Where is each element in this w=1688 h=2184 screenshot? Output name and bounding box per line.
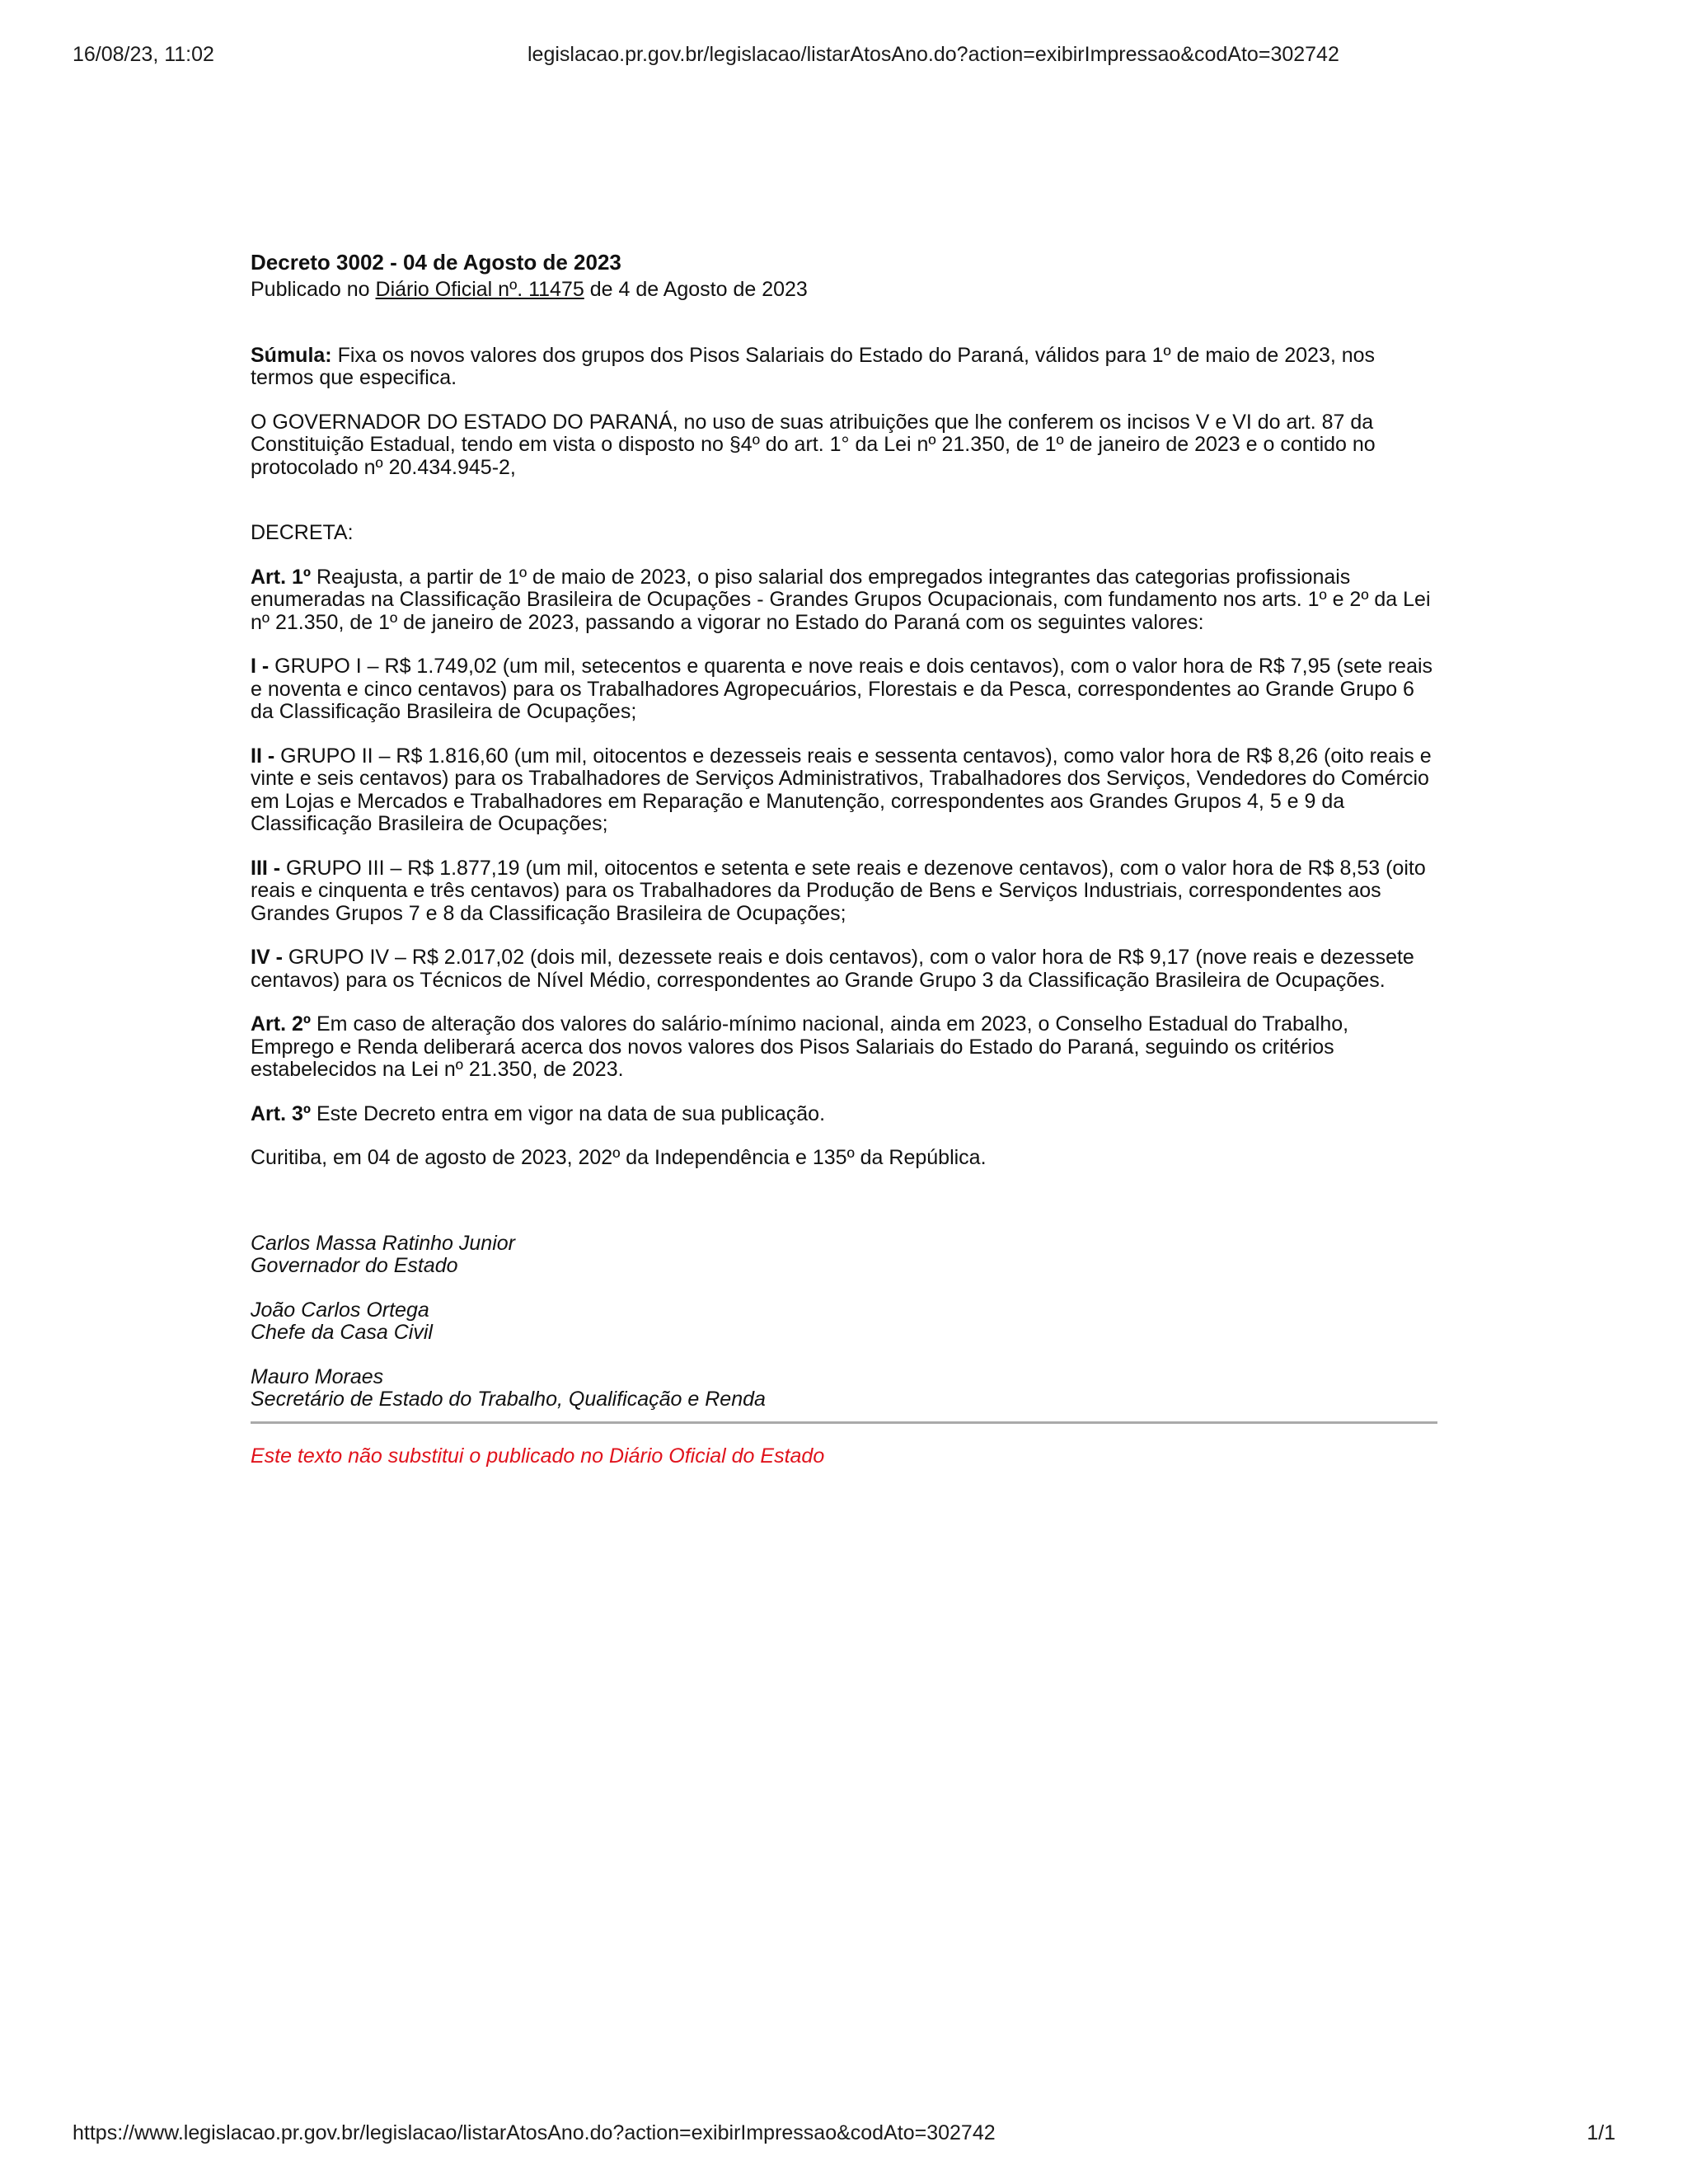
item-group-1 bbox=[251, 655, 1437, 724]
item-group-3 bbox=[251, 857, 1437, 926]
item-text: GRUPO II – R$ 1.816,60 (um mil, oitocentos e dezesseis reais e sessenta centavos), como valor hora de R$ 8,26 (oito reais e vinte e seis centavos) para os Trabalhadores de Serviços Administrativos, Trabalhadores dos Serviços, Vendedores do Comércio em Lojas e Mercados e Trabalhadores em Reparação e Manutenção, correspondentes aos Grandes Grupos 4, 5 e 9 da Classificação Brasileira de Ocupações; bbox=[251, 744, 1432, 835]
article-3 bbox=[251, 1103, 1437, 1126]
sumula-label: Súmula: bbox=[251, 343, 332, 367]
sumula-text: Fixa os novos valores dos grupos dos Pisos Salariais do Estado do Paraná, válidos para 1º de maio de 2023, nos termos que especifica. bbox=[251, 343, 1376, 389]
article-3-text: Este Decreto entra em vigor na data de sua publicação. bbox=[311, 1101, 826, 1125]
signatory-role: Secretário de Estado do Trabalho, Qualificação e Renda bbox=[251, 1388, 766, 1411]
publication-prefix: Publicado no bbox=[251, 278, 376, 301]
item-text: GRUPO I – R$ 1.749,02 (um mil, setecentos e quarenta e nove reais e dois centavos), com o valor hora de R$ 7,95 (sete reais e noventa e cinco centavos) para os Trabalhadores Agropecuários, Florestais e da Pesca, correspondentes ao Grande Grupo 6 da Classificação Brasileira de Ocupações; bbox=[251, 655, 1433, 723]
signature-trabalho bbox=[251, 1366, 1437, 1411]
article-2-text: Em caso de alteração dos valores do salário-mínimo nacional, ainda em 2023, o Conselho Estadual do Trabalho, Emprego e Renda deliberará acerca dos novos valores dos Pisos Salariais do Estado do Paraná, seguindo os critérios estabelecidos na Lei nº 21.350, de 2023. bbox=[251, 1012, 1349, 1081]
publication-suffix: de 4 de Agosto de 2023 bbox=[584, 278, 808, 301]
signatory-name: João Carlos Ortega bbox=[251, 1298, 429, 1322]
print-header-url: legislacao.pr.gov.br/legislacao/listarAtosAno.do?action=exibirImpressao&codAto=302742 bbox=[528, 43, 1339, 66]
publication-line bbox=[251, 279, 1437, 302]
sumula-paragraph bbox=[251, 345, 1437, 390]
item-label: III - bbox=[251, 856, 281, 880]
print-datetime: 16/08/23, 11:02 bbox=[73, 43, 214, 66]
item-text: GRUPO III – R$ 1.877,19 (um mil, oitocentos e setenta e sete reais e dezenove centavos), com o valor hora de R$ 8,53 (oito reais e cinquenta e três centavos) para os Trabalhadores da Produção de Bens e Serviços Industriais, correspondentes aos Grandes Grupos 7 e 8 da Classificação Brasileira de Ocupações; bbox=[251, 856, 1426, 925]
article-1-text: Reajusta, a partir de 1º de maio de 2023, o piso salarial dos empregados integrantes das categorias profissionais enumeradas na Classificação Brasileira de Ocupações - Grandes Grupos Ocupacionais, com fundamento nos arts. 1º e 2º da Lei nº 21.350, de 1º de janeiro de 2023, passando a vigorar no Estado do Paraná com os seguintes valores: bbox=[251, 565, 1431, 634]
article-1-label: Art. 1º bbox=[251, 565, 312, 589]
decreta-heading: DECRETA: bbox=[251, 521, 354, 544]
article-2 bbox=[251, 1013, 1437, 1082]
closing-line: Curitiba, em 04 de agosto de 2023, 202º da Independência e 135º da República. bbox=[251, 1146, 987, 1169]
signatory-role: Governador do Estado bbox=[251, 1254, 458, 1277]
article-1 bbox=[251, 566, 1437, 635]
signature-casa-civil bbox=[251, 1299, 1437, 1345]
article-3-label: Art. 3º bbox=[251, 1101, 312, 1125]
diario-oficial-link[interactable]: Diário Oficial nº. 11475 bbox=[375, 278, 584, 301]
divider bbox=[251, 1421, 1437, 1424]
page-title: Decreto 3002 - 04 de Agosto de 2023 bbox=[251, 250, 621, 275]
print-footer bbox=[0, 2116, 1688, 2149]
item-label: I - bbox=[251, 655, 270, 678]
item-text: GRUPO IV – R$ 2.017,02 (dois mil, dezessete reais e dois centavos), com o valor hora de R$ 9,17 (nove reais e dezessete centavos) para os Técnicos de Nível Médio, correspondentes ao Grande Grupo 3 da Classificação Brasileira de Ocupações. bbox=[251, 946, 1414, 992]
document-body bbox=[251, 246, 1437, 1468]
preamble-paragraph: O GOVERNADOR DO ESTADO DO PARANÁ, no uso de suas atribuições que lhe conferem os incisos V e VI do art. 87 da Constituição Estadual, tendo em vista o disposto no §4º do art. 1° da Lei nº 21.350, de 1º de janeiro de 2023 e o contido no protocolado nº 20.434.945-2, bbox=[251, 410, 1376, 479]
article-2-label: Art. 2º bbox=[251, 1012, 312, 1036]
signature-governor bbox=[251, 1233, 1437, 1278]
signatory-name: Mauro Moraes bbox=[251, 1364, 384, 1388]
signatory-role: Chefe da Casa Civil bbox=[251, 1321, 433, 1344]
disclaimer-notice: Este texto não substitui o publicado no Diário Oficial do Estado bbox=[251, 1444, 825, 1468]
item-group-4 bbox=[251, 946, 1437, 992]
print-footer-url: https://www.legislacao.pr.gov.br/legislacao/listarAtosAno.do?action=exibirImpressao&codAto=302742 bbox=[73, 2121, 996, 2144]
item-group-2 bbox=[251, 745, 1437, 836]
print-header bbox=[0, 38, 1688, 71]
signatory-name: Carlos Massa Ratinho Junior bbox=[251, 1231, 515, 1255]
item-label: IV - bbox=[251, 946, 283, 969]
item-label: II - bbox=[251, 744, 275, 768]
page-number: 1/1 bbox=[1587, 2121, 1615, 2144]
